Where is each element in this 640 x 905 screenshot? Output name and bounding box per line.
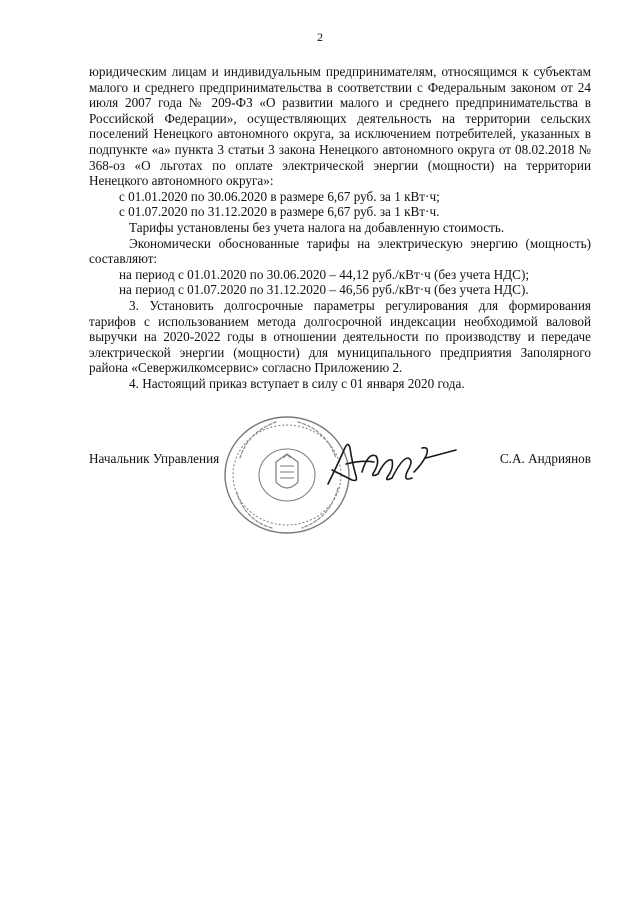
paragraph-item-4: 4. Настоящий приказ вступает в силу с 01 января 2020 года. bbox=[129, 375, 465, 391]
tariff-line-first-half: с 01.01.2020 по 30.06.2020 в размере 6,67 руб. за 1 кВт·ч; bbox=[119, 188, 440, 204]
economic-tariff-first-half: на период с 01.01.2020 по 30.06.2020 – 44,12 руб./кВт·ч (без учета НДС); bbox=[119, 266, 529, 282]
signatory-title: Начальник Управления bbox=[89, 451, 220, 466]
paragraph-vat-note: Тарифы установлены без учета налога на добавленную стоимость. bbox=[129, 219, 505, 235]
document-body bbox=[89, 64, 591, 391]
paragraph-economic-tariffs: Экономически обоснованные тарифы на электрическую энергию (мощность) составляют: bbox=[89, 235, 591, 267]
paragraph-consumers: юридическим лицам и индивидуальным предпринимателям, относящимся к субъектам малого и среднего предпринимательства в соответствии с Федеральным законом от 24 июля 2007 года № 209-ФЗ «О развитии малого и среднего предпринимательства в Российской Федерации», осуществляющих деятельность на территории сельских поселений Ненецкого автономного округа, за исключением потребителей, указанных в подпункте «а» пункта 3 статьи 3 закона Ненецкого автономного округа от 08.02.2018 № 368-оз «О льготах по оплате электрической энергии (мощности) на территории Ненецкого автономного округа»: bbox=[89, 64, 591, 189]
page-number: 2 bbox=[317, 30, 323, 44]
handwritten-signature bbox=[322, 428, 462, 498]
economic-tariff-second-half: на период с 01.07.2020 по 31.12.2020 – 46,56 руб./кВт·ч (без учета НДС). bbox=[119, 282, 529, 298]
tariff-line-second-half: с 01.07.2020 по 31.12.2020 в размере 6,67 руб. за 1 кВт·ч. bbox=[119, 204, 440, 220]
signatory-name: С.А. Андриянов bbox=[499, 451, 591, 466]
paragraph-item-3: 3. Установить долгосрочные параметры регулирования для формирования тарифов с использованием метода долгосрочной индексации необходимой валовой выручки на 2020-2022 годы в отношении деятельности по производству и передаче электрической энергии (мощности) для муниципального предприятия Заполярного района «Севержилкомсервис» согласно Приложению 2. bbox=[89, 297, 591, 376]
